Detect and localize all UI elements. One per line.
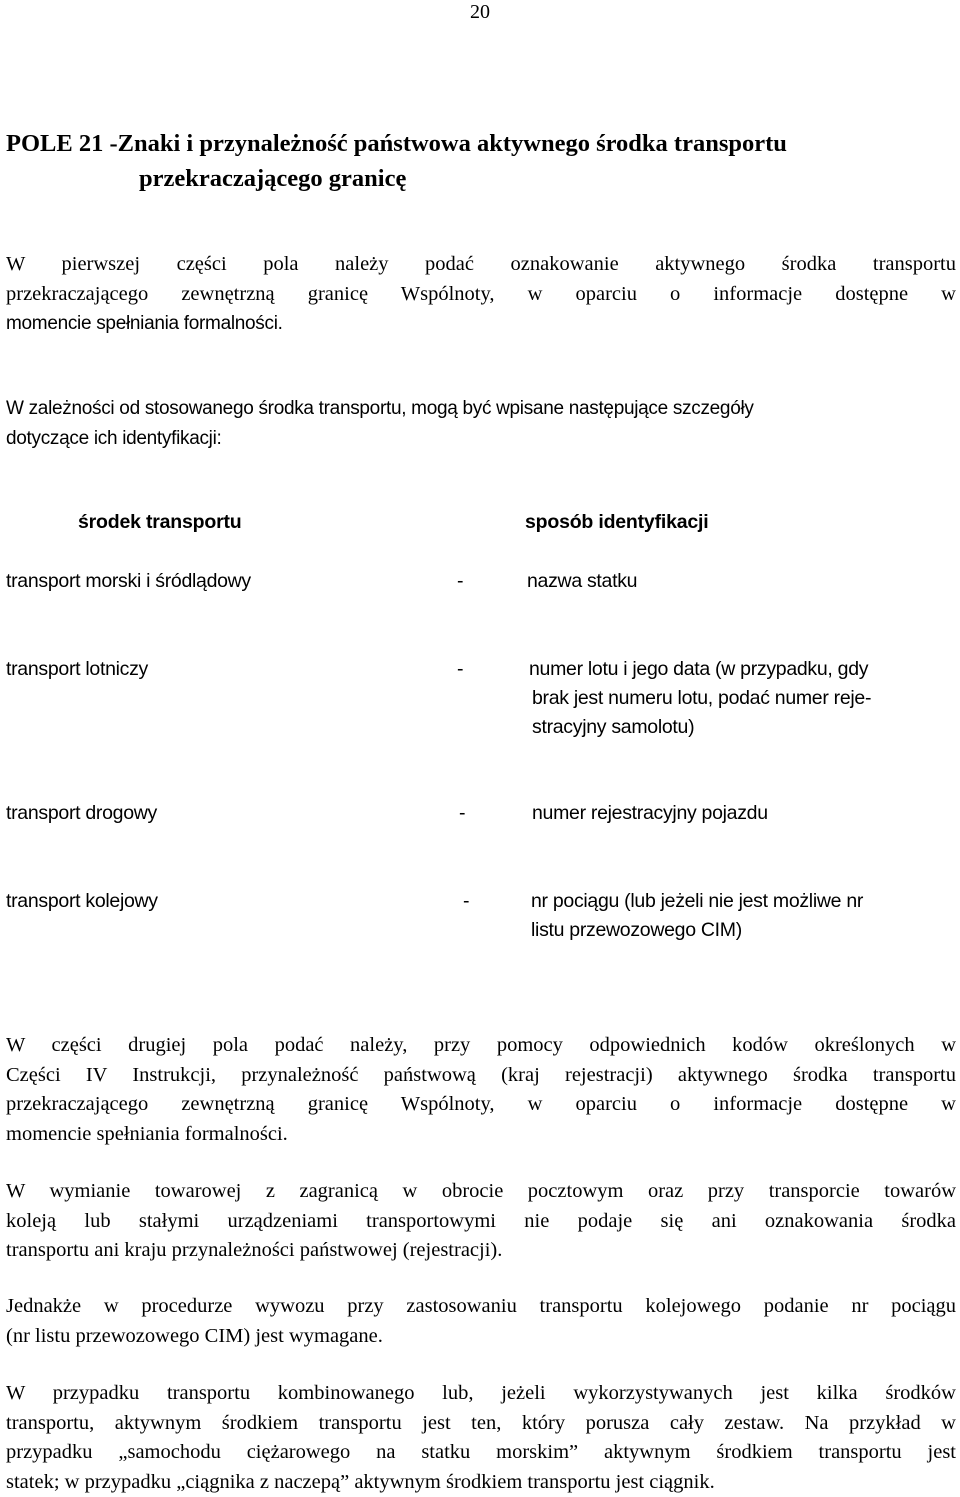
table-row-dash: - — [463, 887, 470, 916]
table-row-identification — [531, 887, 956, 945]
page-number: 20 — [0, 1, 960, 23]
part-two-line-3: przekraczającego zewnętrzną granicę Wspólnoty, w oparciu o informacje dostępne w — [6, 1090, 956, 1120]
combined-line-2: transportu, aktywnym środkiem transportu jest ten, który porusza cały zestaw. Na przykład w — [6, 1409, 956, 1439]
table-row-dash: - — [457, 567, 464, 596]
table-row-mode: transport drogowy — [6, 799, 157, 828]
table-row-mode: transport morski i śródlądowy — [6, 567, 251, 596]
combined-line-4: statek; w przypadku „ciągnika z naczepą” aktywnym środkiem transportu jest ciągnik. — [6, 1468, 956, 1497]
table-row-identification — [532, 799, 768, 828]
section-heading-line-2: przekraczającego granicę — [6, 161, 956, 196]
section-heading-line-1: POLE 21 -Znaki i przynależność państwowa aktywnego środka transportu — [6, 130, 787, 157]
table-row-dash: - — [459, 799, 466, 828]
column-header-identification-method: sposób identyfikacji — [525, 511, 708, 534]
exchange-line-3: transportu ani kraju przynależności państwowej (rejestracji). — [6, 1236, 956, 1266]
exchange-line-2: koleją lub stałymi urządzeniami transportowymi nie podaje się ani oznakowania środka — [6, 1207, 956, 1237]
export-paragraph — [6, 1292, 956, 1351]
column-header-transport-mode: środek transportu — [78, 511, 241, 534]
table-row-dash: - — [457, 655, 464, 684]
table-row-identification-line: nazwa statku — [527, 567, 637, 596]
intro-line-3: momencie spełniania formalności. — [6, 309, 956, 339]
table-row-identification-line: nr pociągu (lub jeżeli nie jest możliwe nr — [531, 887, 956, 916]
export-line-1: Jednakże w procedurze wywozu przy zastosowaniu transportu kolejowego podanie nr pociągu — [6, 1292, 956, 1322]
table-row-mode: transport kolejowy — [6, 887, 158, 916]
details-intro-paragraph — [6, 394, 956, 453]
section-heading — [6, 126, 956, 196]
table-row-mode: transport lotniczy — [6, 655, 148, 684]
combined-line-1: W przypadku transportu kombinowanego lub, jeżeli wykorzystywanych jest kilka środków — [6, 1379, 956, 1409]
details-intro-line-1: W zależności od stosowanego środka transportu, mogą być wpisane następujące szczegóły — [6, 394, 956, 424]
table-row-identification-line: numer rejestracyjny pojazdu — [532, 799, 768, 828]
intro-paragraph — [6, 250, 956, 339]
table-row-identification-line: listu przewozowego CIM) — [531, 916, 956, 945]
part-two-line-2: Części IV Instrukcji, przynależność państwową (kraj rejestracji) aktywnego środka transportu — [6, 1061, 956, 1091]
part-two-paragraph — [6, 1031, 956, 1149]
table-row-identification — [527, 567, 637, 596]
table-row-identification-line: numer lotu i jego data (w przypadku, gdy — [529, 655, 954, 684]
export-line-2: (nr listu przewozowego CIM) jest wymagane. — [6, 1322, 956, 1352]
table-row-identification-line: brak jest numeru lotu, podać numer reje- — [529, 684, 954, 713]
table-row-identification-line: stracyjny samolotu) — [529, 713, 954, 742]
part-two-line-4: momencie spełniania formalności. — [6, 1120, 956, 1150]
intro-line-1: W pierwszej części pola należy podać oznakowanie aktywnego środka transportu — [6, 250, 956, 280]
exchange-paragraph — [6, 1177, 956, 1266]
combined-transport-paragraph — [6, 1379, 956, 1497]
exchange-line-1: W wymianie towarowej z zagranicą w obrocie pocztowym oraz przy transporcie towarów — [6, 1177, 956, 1207]
part-two-line-1: W części drugiej pola podać należy, przy pomocy odpowiednich kodów określonych w — [6, 1031, 956, 1061]
intro-line-2: przekraczającego zewnętrzną granicę Wspólnoty, w oparciu o informacje dostępne w — [6, 280, 956, 310]
table-row-identification — [529, 655, 954, 742]
combined-line-3: przypadku „samochodu ciężarowego na statku morskim” aktywnym środkiem transportu jest — [6, 1438, 956, 1468]
details-intro-line-2: dotyczące ich identyfikacji: — [6, 424, 956, 454]
